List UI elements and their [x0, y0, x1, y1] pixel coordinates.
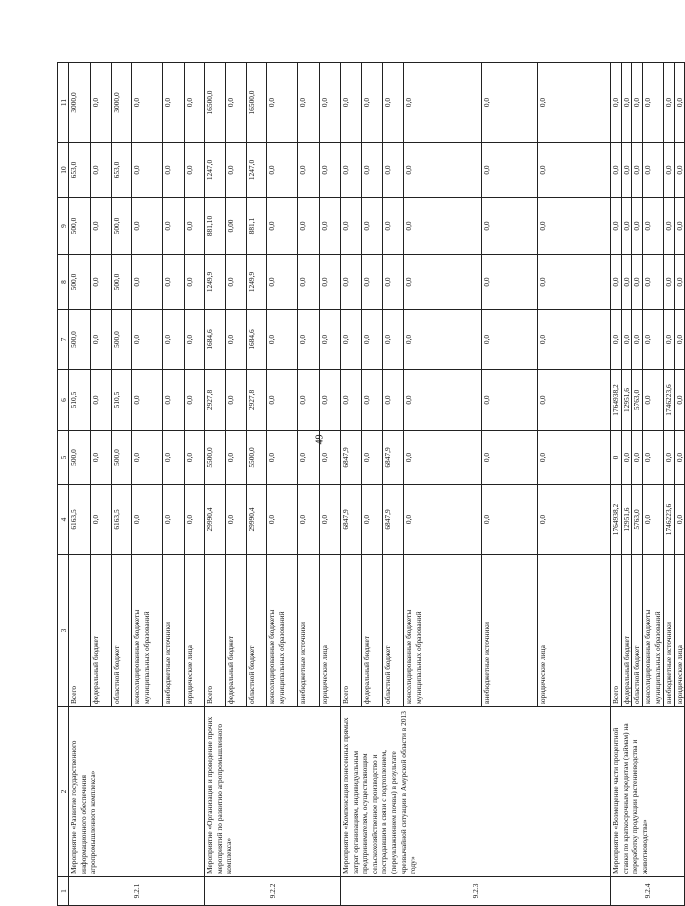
amount-cell: 0,0 [163, 485, 185, 555]
amount-cell: 0,0 [226, 370, 247, 431]
amount-cell: 5500,0 [247, 431, 267, 485]
funding-source: федеральный бюджет [362, 555, 383, 707]
amount-cell: 0,0 [674, 485, 685, 555]
amount-cell: 500,0 [112, 255, 132, 310]
amount-cell: 0,0 [383, 255, 404, 310]
amount-cell: 0,0 [621, 431, 632, 485]
amount-cell: 0,0 [91, 370, 112, 431]
amount-cell: 1764938,2 [611, 370, 622, 431]
table-row [341, 63, 362, 906]
amount-cell: 0,0 [320, 143, 341, 198]
amount-cell: 6847,9 [341, 431, 362, 485]
amount-cell: 0,0 [664, 143, 675, 198]
header-cell: 3 [58, 555, 69, 707]
amount-cell: 500,0 [69, 198, 91, 255]
amount-cell: 0,0 [298, 431, 320, 485]
amount-cell: 29990,4 [247, 485, 267, 555]
amount-cell: 500,0 [112, 198, 132, 255]
amount-cell: 3000,0 [69, 63, 91, 143]
amount-cell: 1249,9 [205, 255, 226, 310]
header-cell: 8 [58, 255, 69, 310]
funding-source: юридические лица [674, 555, 685, 707]
funding-source: юридические лица [185, 555, 205, 707]
amount-cell: 0,0 [163, 431, 185, 485]
amount-cell: 0,0 [632, 143, 643, 198]
funding-source: областной бюджет [247, 555, 267, 707]
funding-source: Всего [611, 555, 622, 707]
funding-source: внебюджетные источники [482, 555, 538, 707]
amount-cell: 500,0 [69, 255, 91, 310]
amount-cell: 500,0 [69, 431, 91, 485]
amount-cell: 6163,5 [112, 485, 132, 555]
amount-cell: 0,0 [621, 63, 632, 143]
amount-cell: 0,0 [538, 143, 611, 198]
amount-cell: 0,0 [267, 143, 298, 198]
amount-cell: 0,0 [632, 63, 643, 143]
amount-cell: 0,0 [341, 310, 362, 370]
header-row [58, 63, 69, 906]
amount-cell: 0,0 [132, 198, 163, 255]
amount-cell: 0,0 [163, 255, 185, 310]
amount-cell: 0,0 [267, 198, 298, 255]
amount-cell: 0,0 [298, 198, 320, 255]
amount-cell: 0,0 [341, 370, 362, 431]
amount-cell: 0,0 [383, 370, 404, 431]
amount-cell: 0,0 [298, 255, 320, 310]
budget-table-sheet [57, 63, 684, 906]
amount-cell: 0,0 [611, 255, 622, 310]
funding-source: Всего [341, 555, 362, 707]
table-body [58, 63, 685, 906]
amount-cell: 0,0 [320, 370, 341, 431]
amount-cell: 0,0 [664, 255, 675, 310]
amount-cell: 0,0 [664, 310, 675, 370]
amount-cell: 0,0 [621, 143, 632, 198]
header-cell: 5 [58, 431, 69, 485]
amount-cell: 0,0 [538, 255, 611, 310]
amount-cell: 1684,6 [247, 310, 267, 370]
amount-cell: 0,0 [664, 63, 675, 143]
funding-source: Всего [69, 555, 91, 707]
amount-cell: 0,0 [163, 143, 185, 198]
header-cell: 9 [58, 198, 69, 255]
amount-cell: 0,0 [298, 143, 320, 198]
amount-cell: 0,0 [538, 310, 611, 370]
amount-cell: 2927,8 [205, 370, 226, 431]
amount-cell: 0,0 [185, 255, 205, 310]
amount-cell: 0,0 [91, 431, 112, 485]
header-cell: 11 [58, 63, 69, 143]
amount-cell: 500,0 [112, 310, 132, 370]
amount-cell: 6847,9 [383, 485, 404, 555]
amount-cell: 0,0 [611, 310, 622, 370]
amount-cell: 0,0 [383, 143, 404, 198]
measure-name: Мероприятие «Организация и проведение прочих мероприятий по развитию агропромышленного комплекса» [205, 707, 341, 877]
funding-source: областной бюджет [632, 555, 643, 707]
amount-cell: 0,0 [674, 310, 685, 370]
amount-cell: 0,0 [132, 143, 163, 198]
amount-cell: 0,0 [341, 143, 362, 198]
amount-cell: 0,0 [298, 485, 320, 555]
amount-cell: 1746223,6 [664, 370, 675, 431]
amount-cell: 0,0 [320, 431, 341, 485]
amount-cell: 0,0 [362, 143, 383, 198]
amount-cell: 0,0 [538, 63, 611, 143]
amount-cell: 0,0 [621, 198, 632, 255]
amount-cell: 0,0 [611, 63, 622, 143]
amount-cell: 0,0 [163, 63, 185, 143]
amount-cell: 0,00 [226, 198, 247, 255]
amount-cell: 16500,0 [247, 63, 267, 143]
item-code: 9.2.4 [611, 877, 685, 906]
amount-cell: 500,0 [69, 310, 91, 370]
measure-name: Мероприятие «Компенсация понесенных прямых затрат организациям, индивидуальным предпринимателям, осуществляющим сельскохозяйственное производство и пострадавшим в связи с подтоплением, (переувлажнением почвы) в результате чрезвычайной ситуации в Амурской области в 2013 году» [341, 707, 611, 877]
amount-cell: 0 [611, 431, 622, 485]
amount-cell: 6847,9 [341, 485, 362, 555]
header-cell: 1 [58, 877, 69, 906]
amount-cell: 0,0 [185, 143, 205, 198]
funding-source: федеральный бюджет [226, 555, 247, 707]
measure-name: Мероприятие «Возмещение части процентной ставки по краткосрочным кредитам (займам) на переработку продукции растениеводства и животноводства» [611, 707, 685, 877]
amount-cell: 0,0 [632, 198, 643, 255]
funding-source: консолидированные бюджеты муниципальных образований [643, 555, 664, 707]
amount-cell: 0,0 [643, 431, 664, 485]
funding-source: областной бюджет [383, 555, 404, 707]
amount-cell: 653,0 [112, 143, 132, 198]
amount-cell: 0,0 [538, 485, 611, 555]
funding-source: внебюджетные источники [664, 555, 675, 707]
amount-cell: 5500,0 [205, 431, 226, 485]
amount-cell: 0,0 [621, 255, 632, 310]
amount-cell: 0,0 [664, 431, 675, 485]
amount-cell: 0,0 [482, 255, 538, 310]
amount-cell: 0,0 [185, 485, 205, 555]
amount-cell: 0,0 [320, 255, 341, 310]
amount-cell: 0,0 [674, 370, 685, 431]
amount-cell: 0,0 [482, 431, 538, 485]
amount-cell: 0,0 [267, 63, 298, 143]
amount-cell: 29990,4 [205, 485, 226, 555]
amount-cell: 0,0 [163, 310, 185, 370]
amount-cell: 0,0 [91, 198, 112, 255]
amount-cell: 0,0 [267, 431, 298, 485]
amount-cell: 0,0 [91, 255, 112, 310]
amount-cell: 0,0 [341, 198, 362, 255]
amount-cell: 0,0 [643, 485, 664, 555]
amount-cell: 1684,6 [205, 310, 226, 370]
amount-cell: 5763,0 [632, 485, 643, 555]
table-row [205, 63, 226, 906]
amount-cell: 0,0 [185, 370, 205, 431]
amount-cell: 0,0 [267, 370, 298, 431]
amount-cell: 0,0 [267, 310, 298, 370]
amount-cell: 1247,0 [247, 143, 267, 198]
amount-cell: 500,0 [112, 431, 132, 485]
amount-cell: 0,0 [298, 63, 320, 143]
header-cell: 7 [58, 310, 69, 370]
amount-cell: 0,0 [664, 198, 675, 255]
amount-cell: 0,0 [611, 143, 622, 198]
funding-source: юридические лица [320, 555, 341, 707]
amount-cell: 5763,0 [632, 370, 643, 431]
amount-cell: 0,0 [632, 255, 643, 310]
amount-cell: 0,0 [538, 431, 611, 485]
amount-cell: 0,0 [383, 310, 404, 370]
amount-cell: 0,0 [404, 255, 482, 310]
amount-cell: 0,0 [226, 431, 247, 485]
amount-cell: 0,0 [538, 370, 611, 431]
funding-source: консолидированные бюджеты муниципальных образований [132, 555, 163, 707]
amount-cell: 0,0 [362, 370, 383, 431]
amount-cell: 0,0 [91, 310, 112, 370]
measure-name: Мероприятие «Развитие государственного информационного обеспечения агропромышленного комплекса» [69, 707, 205, 877]
amount-cell: 0,0 [320, 485, 341, 555]
amount-cell: 0,0 [267, 255, 298, 310]
amount-cell: 0,0 [404, 485, 482, 555]
amount-cell: 0,0 [611, 198, 622, 255]
amount-cell: 1247,0 [205, 143, 226, 198]
table-row [611, 63, 622, 906]
amount-cell: 0,0 [226, 485, 247, 555]
item-code: 9.2.1 [69, 877, 205, 906]
amount-cell: 0,0 [482, 143, 538, 198]
amount-cell: 0,0 [226, 63, 247, 143]
page-number: 49 [314, 434, 326, 445]
amount-cell: 1764938,2 [611, 485, 622, 555]
amount-cell: 6163,5 [69, 485, 91, 555]
amount-cell: 3000,0 [112, 63, 132, 143]
amount-cell: 0,0 [298, 310, 320, 370]
amount-cell: 0,0 [362, 310, 383, 370]
amount-cell: 0,0 [362, 198, 383, 255]
amount-cell: 0,0 [632, 431, 643, 485]
amount-cell: 0,0 [674, 143, 685, 198]
amount-cell: 0,0 [132, 431, 163, 485]
funding-source: внебюджетные источники [163, 555, 185, 707]
amount-cell: 0,0 [132, 255, 163, 310]
amount-cell: 0,0 [298, 370, 320, 431]
budget-table [57, 62, 685, 906]
table-row [69, 63, 91, 906]
amount-cell: 653,0 [69, 143, 91, 198]
funding-source: консолидированные бюджеты муниципальных образований [267, 555, 298, 707]
amount-cell: 1746223,6 [664, 485, 675, 555]
amount-cell: 0,0 [185, 310, 205, 370]
amount-cell: 0,0 [643, 143, 664, 198]
amount-cell: 0,0 [185, 198, 205, 255]
funding-source: внебюджетные источники [298, 555, 320, 707]
header-cell: 10 [58, 143, 69, 198]
header-cell: 4 [58, 485, 69, 555]
item-code: 9.2.3 [341, 877, 611, 906]
item-code: 9.2.2 [205, 877, 341, 906]
amount-cell: 0,0 [163, 198, 185, 255]
amount-cell: 0,0 [404, 370, 482, 431]
amount-cell: 0,0 [185, 63, 205, 143]
amount-cell: 1249,9 [247, 255, 267, 310]
amount-cell: 0,0 [163, 370, 185, 431]
amount-cell: 0,0 [132, 63, 163, 143]
amount-cell: 0,0 [362, 63, 383, 143]
amount-cell: 0,0 [226, 310, 247, 370]
amount-cell: 510,5 [112, 370, 132, 431]
amount-cell: 0,0 [621, 310, 632, 370]
amount-cell: 0,0 [362, 485, 383, 555]
amount-cell: 0,0 [362, 255, 383, 310]
amount-cell: 0,0 [320, 198, 341, 255]
amount-cell: 0,0 [674, 63, 685, 143]
amount-cell: 0,0 [267, 485, 298, 555]
rotated-page [57, 63, 684, 906]
amount-cell: 12951,6 [621, 485, 632, 555]
amount-cell: 0,0 [538, 198, 611, 255]
funding-source: консолидированные бюджеты муниципальных образований [404, 555, 482, 707]
amount-cell: 2927,8 [247, 370, 267, 431]
amount-cell: 0,0 [226, 255, 247, 310]
amount-cell: 0,0 [482, 198, 538, 255]
funding-source: Всего [205, 555, 226, 707]
amount-cell: 0,0 [643, 63, 664, 143]
amount-cell: 0,0 [482, 370, 538, 431]
amount-cell: 0,0 [91, 143, 112, 198]
amount-cell: 0,0 [482, 63, 538, 143]
amount-cell: 0,0 [320, 63, 341, 143]
amount-cell: 0,0 [404, 198, 482, 255]
amount-cell: 0,0 [482, 485, 538, 555]
amount-cell: 510,5 [69, 370, 91, 431]
funding-source: областной бюджет [112, 555, 132, 707]
amount-cell: 0,0 [132, 370, 163, 431]
amount-cell: 0,0 [226, 143, 247, 198]
amount-cell: 6847,9 [383, 431, 404, 485]
amount-cell: 0,0 [362, 431, 383, 485]
amount-cell: 0,0 [341, 63, 362, 143]
funding-source: юридические лица [538, 555, 611, 707]
amount-cell: 0,0 [404, 63, 482, 143]
amount-cell: 0,0 [404, 143, 482, 198]
amount-cell: 0,0 [674, 198, 685, 255]
amount-cell: 0,0 [91, 485, 112, 555]
amount-cell: 0,0 [643, 198, 664, 255]
funding-source: федеральный бюджет [91, 555, 112, 707]
amount-cell: 0,0 [185, 431, 205, 485]
amount-cell: 0,0 [132, 485, 163, 555]
amount-cell: 881,10 [205, 198, 226, 255]
header-cell: 2 [58, 707, 69, 877]
amount-cell: 0,0 [674, 255, 685, 310]
header-cell: 6 [58, 370, 69, 431]
amount-cell: 0,0 [91, 63, 112, 143]
amount-cell: 0,0 [341, 255, 362, 310]
funding-source: федеральный бюджет [621, 555, 632, 707]
amount-cell: 0,0 [643, 255, 664, 310]
amount-cell: 0,0 [404, 310, 482, 370]
amount-cell: 12951,6 [621, 370, 632, 431]
amount-cell: 0,0 [320, 310, 341, 370]
amount-cell: 0,0 [674, 431, 685, 485]
amount-cell: 16500,0 [205, 63, 226, 143]
amount-cell: 0,0 [482, 310, 538, 370]
amount-cell: 0,0 [643, 310, 664, 370]
amount-cell: 0,0 [132, 310, 163, 370]
amount-cell: 0,0 [643, 370, 664, 431]
amount-cell: 881,1 [247, 198, 267, 255]
amount-cell: 0,0 [404, 431, 482, 485]
amount-cell: 0,0 [632, 310, 643, 370]
amount-cell: 0,0 [383, 198, 404, 255]
amount-cell: 0,0 [383, 63, 404, 143]
